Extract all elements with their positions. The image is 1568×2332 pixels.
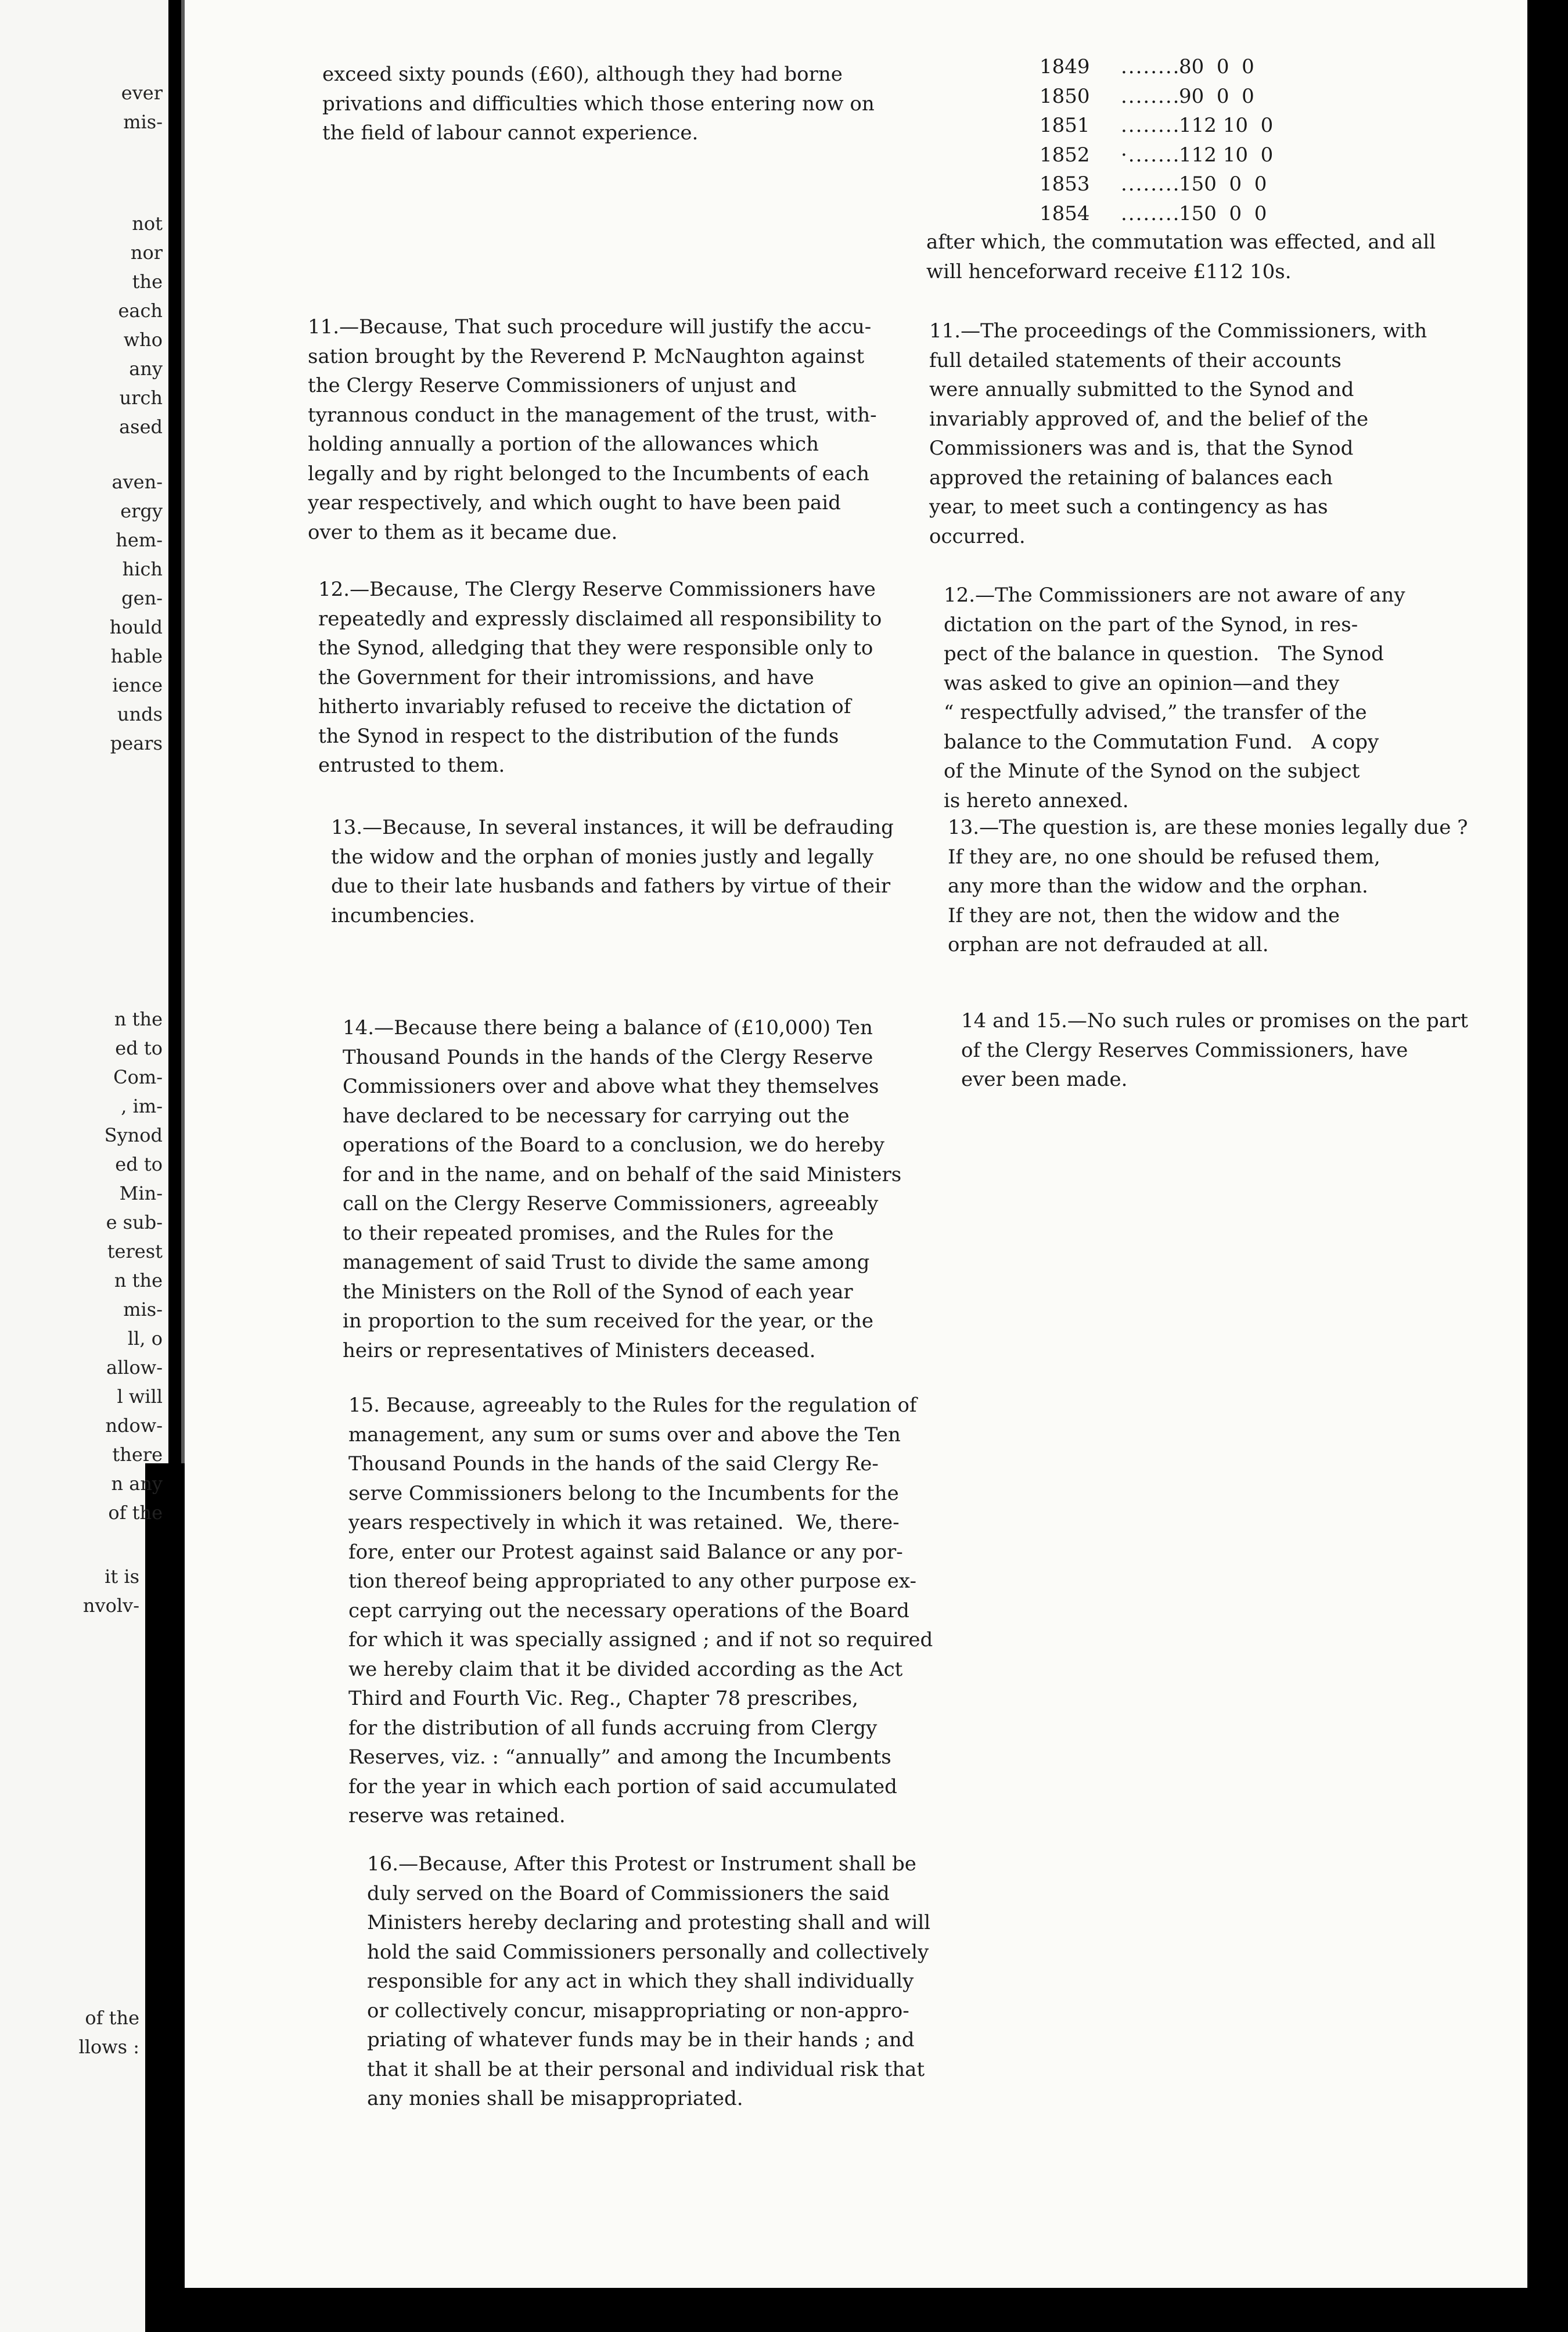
text-line: Synod bbox=[104, 1124, 163, 1146]
text-line: who bbox=[123, 329, 163, 351]
text-line: the widow and the orphan of monies justly and legally bbox=[331, 845, 874, 869]
year-year: 1850 bbox=[1040, 84, 1090, 108]
after-table-note bbox=[926, 228, 1436, 286]
left-fragments-lower2 bbox=[0, 1562, 139, 1620]
text-line: Reserves, viz. : “annually” and among the Incumbents bbox=[348, 1746, 891, 1769]
year-year: 1851 bbox=[1040, 114, 1090, 137]
text-line: 15. Because, agreeably to the Rules for the regulation of bbox=[348, 1394, 917, 1417]
text-line: If they are, no one should be refused them, bbox=[948, 845, 1380, 869]
year-amount: 80 0 0 bbox=[1179, 55, 1254, 78]
text-line: nor bbox=[130, 242, 163, 264]
text-line: pears bbox=[110, 732, 163, 754]
text-line: after which, the commutation was effected, and all bbox=[926, 231, 1436, 254]
year-year: 1854 bbox=[1040, 201, 1090, 225]
text-line: duly served on the Board of Commissioners the said bbox=[367, 1881, 890, 1905]
protest-paragraph-15 bbox=[348, 1391, 933, 1831]
text-line: 14.—Because there being a balance of (£10,000) Ten bbox=[343, 1016, 873, 1039]
year-dots: ........ bbox=[1121, 172, 1181, 196]
text-line: urch bbox=[119, 387, 163, 409]
text-line: will henceforward receive £112 10s. bbox=[926, 260, 1292, 283]
year-year: 1849 bbox=[1040, 55, 1090, 78]
protest-paragraph-16 bbox=[367, 1849, 930, 2114]
text-line: year respectively, and which ought to have been paid bbox=[308, 491, 841, 514]
text-line: Thousand Pounds in the hands of the said Clergy Re- bbox=[348, 1452, 879, 1476]
text-line: gen- bbox=[121, 587, 163, 609]
text-line: years respectively in which it was retained. We, there- bbox=[348, 1511, 900, 1534]
year-dots: ........ bbox=[1121, 201, 1181, 225]
text-line: tyrannous conduct in the management of the trust, with- bbox=[308, 403, 877, 427]
text-line: to their repeated promises, and the Rules for the bbox=[343, 1221, 834, 1245]
text-line: of the bbox=[108, 1502, 163, 1524]
text-line: tion thereof being appropriated to any other purpose ex- bbox=[348, 1570, 916, 1593]
text-line: Min- bbox=[119, 1182, 163, 1204]
text-line: hitherto invariably refused to receive the dictation of bbox=[318, 695, 851, 718]
text-line: operations of the Board to a conclusion, we do hereby bbox=[343, 1133, 884, 1157]
text-line: nvolv- bbox=[82, 1595, 139, 1617]
text-line: call on the Clergy Reserve Commissioners, agreeably bbox=[343, 1192, 879, 1215]
text-line: year, to meet such a contingency as has bbox=[929, 495, 1328, 519]
text-line: there bbox=[112, 1444, 163, 1466]
text-line: hich bbox=[122, 558, 163, 580]
text-line: Commissioners was and is, that the Synod bbox=[929, 437, 1354, 460]
text-line: in proportion to the sum received for the year, or the bbox=[343, 1309, 873, 1333]
left-fragments-lower bbox=[0, 1005, 163, 1527]
text-line: entrusted to them. bbox=[318, 754, 505, 777]
text-line: due to their late husbands and fathers by virtue of their bbox=[331, 875, 891, 898]
text-line: management of said Trust to divide the same among bbox=[343, 1251, 870, 1274]
text-line: ed to bbox=[115, 1153, 163, 1175]
text-line: mis- bbox=[123, 1298, 163, 1320]
text-line: was asked to give an opinion—and they bbox=[944, 671, 1340, 695]
text-line: the Synod, alledging that they were responsible only to bbox=[318, 636, 873, 660]
text-line: of the bbox=[85, 2007, 139, 2029]
text-line: Commissioners over and above what they themselves bbox=[343, 1075, 879, 1098]
text-line: full detailed statements of their accounts bbox=[929, 348, 1342, 372]
text-line: hable bbox=[110, 645, 163, 667]
text-line: 13.—Because, In several instances, it will be defrauding bbox=[331, 816, 894, 839]
text-line: the Clergy Reserve Commissioners of unjust and bbox=[308, 374, 797, 397]
text-line: any monies shall be misappropriated. bbox=[367, 2087, 743, 2110]
text-line: legally and by right belonged to the Incumbents of each bbox=[308, 462, 869, 485]
text-line: n the bbox=[114, 1008, 163, 1030]
text-line: is hereto annexed. bbox=[944, 789, 1129, 812]
text-line: we hereby claim that it be divided according as the Act bbox=[348, 1657, 903, 1681]
text-line: 12.—Because, The Clergy Reserve Commissioners have bbox=[318, 578, 876, 601]
text-line: approved the retaining of balances each bbox=[929, 466, 1333, 490]
year-year: 1853 bbox=[1040, 172, 1090, 196]
text-line: or collectively concur, misappropriating or non-appro- bbox=[367, 1999, 909, 2022]
text-line: Com- bbox=[113, 1066, 163, 1088]
text-line: for the distribution of all funds accruing from Clergy bbox=[348, 1716, 877, 1740]
answer-12 bbox=[944, 581, 1405, 815]
text-line: If they are not, then the widow and the bbox=[948, 904, 1340, 927]
left-fragments-bottom bbox=[0, 2003, 139, 2061]
text-line: any bbox=[129, 358, 163, 380]
year-row bbox=[1040, 111, 1307, 141]
year-dots: ........ bbox=[1121, 84, 1181, 108]
text-line: dictation on the part of the Synod, in res- bbox=[944, 613, 1358, 636]
text-line: holding annually a portion of the allowances which bbox=[308, 433, 819, 456]
year-amount: 112 10 0 bbox=[1179, 114, 1274, 137]
text-line: hem- bbox=[116, 529, 163, 551]
text-line: cept carrying out the necessary operations of the Board bbox=[348, 1599, 909, 1622]
text-line: “ respectfully advised,” the transfer of the bbox=[944, 701, 1367, 724]
text-line: ll, o bbox=[127, 1327, 163, 1349]
answer-13 bbox=[948, 813, 1468, 960]
text-line: for the year in which each portion of said accumulated bbox=[348, 1775, 897, 1798]
text-line: 12.—The Commissioners are not aware of any bbox=[944, 584, 1405, 607]
text-line: n the bbox=[114, 1269, 163, 1291]
text-line: e sub- bbox=[106, 1211, 163, 1233]
text-line: serve Commissioners belong to the Incumbents for the bbox=[348, 1481, 899, 1505]
year-dots: ........ bbox=[1121, 55, 1181, 78]
year-amount: 112 10 0 bbox=[1179, 143, 1274, 167]
year-dots: ........ bbox=[1121, 114, 1181, 137]
text-line: invariably approved of, and the belief of the bbox=[929, 407, 1369, 431]
text-line: priating of whatever funds may be in their hands ; and bbox=[367, 2028, 915, 2052]
year-row bbox=[1040, 141, 1307, 170]
text-line: repeatedly and expressly disclaimed all responsibility to bbox=[318, 607, 882, 631]
text-line: the Government for their intromissions, and have bbox=[318, 665, 814, 689]
text-line: llows : bbox=[78, 2036, 139, 2058]
text-line: allow- bbox=[106, 1356, 163, 1379]
left-fragments-middle2 bbox=[0, 467, 163, 758]
allowance-years-table bbox=[1040, 52, 1307, 228]
text-line: fore, enter our Protest against said Balance or any por- bbox=[348, 1540, 903, 1564]
text-line: any more than the widow and the orphan. bbox=[948, 875, 1368, 898]
text-line: responsible for any act in which they shall individually bbox=[367, 1970, 914, 1993]
left-fragments-top bbox=[0, 78, 163, 136]
text-line: 14 and 15.—No such rules or promises on the part bbox=[961, 1009, 1468, 1032]
protest-paragraph-14 bbox=[343, 1013, 901, 1365]
text-line: each bbox=[118, 300, 163, 322]
text-line: sation brought by the Reverend P. McNaughton against bbox=[308, 344, 865, 368]
text-line: pect of the balance in question. The Synod bbox=[944, 642, 1384, 665]
text-line: it is bbox=[105, 1566, 139, 1588]
text-line: hould bbox=[109, 616, 163, 638]
text-line: Ministers hereby declaring and protesting shall and will bbox=[367, 1911, 931, 1934]
text-line: ed to bbox=[115, 1037, 163, 1059]
text-line: unds bbox=[117, 703, 163, 725]
text-line: ergy bbox=[120, 500, 163, 522]
text-line: for and in the name, and on behalf of the said Ministers bbox=[343, 1163, 902, 1186]
protest-intro bbox=[322, 60, 875, 148]
text-line: ased bbox=[119, 416, 163, 438]
text-line: of the Minute of the Synod on the subject bbox=[944, 760, 1360, 783]
text-line: ndow- bbox=[105, 1415, 163, 1437]
text-line: balance to the Commutation Fund. A copy bbox=[944, 730, 1379, 754]
protest-paragraph-11 bbox=[308, 312, 877, 547]
text-line: ever been made. bbox=[961, 1068, 1128, 1091]
text-line: management, any sum or sums over and above the Ten bbox=[348, 1423, 901, 1446]
text-line: 11.—Because, That such procedure will justify the accu- bbox=[308, 315, 872, 339]
text-line: for which it was specially assigned ; and if not so required bbox=[348, 1628, 933, 1651]
text-line: n any bbox=[111, 1473, 163, 1495]
year-amount: 90 0 0 bbox=[1179, 84, 1254, 108]
text-line: terest bbox=[107, 1240, 163, 1262]
year-row bbox=[1040, 52, 1307, 82]
protest-paragraph-12 bbox=[318, 575, 882, 780]
text-line: privations and difficulties which those entering now on bbox=[322, 92, 875, 116]
text-line: were annually submitted to the Synod and bbox=[929, 378, 1354, 401]
text-line: of the Clergy Reserves Commissioners, have bbox=[961, 1038, 1408, 1062]
text-line: ever bbox=[121, 82, 163, 104]
text-line: mis- bbox=[123, 111, 163, 133]
text-line: , im- bbox=[121, 1095, 163, 1117]
answer-11 bbox=[929, 316, 1427, 551]
text-line: the field of labour cannot experience. bbox=[322, 121, 699, 145]
text-line: occurred. bbox=[929, 524, 1026, 548]
answer-14-15 bbox=[961, 1006, 1468, 1095]
protest-paragraph-13 bbox=[331, 813, 894, 930]
text-line: Third and Fourth Vic. Reg., Chapter 78 prescribes, bbox=[348, 1687, 858, 1710]
left-fragments-middle bbox=[0, 209, 163, 441]
text-line: 11.—The proceedings of the Commissioners, with bbox=[929, 319, 1427, 343]
text-line: ience bbox=[112, 674, 163, 696]
text-line: the Synod in respect to the distribution of the funds bbox=[318, 724, 839, 748]
text-line: the Ministers on the Roll of the Synod of each year bbox=[343, 1280, 853, 1304]
text-line: l will bbox=[117, 1385, 163, 1408]
text-line: exceed sixty pounds (£60), although they had borne bbox=[322, 63, 843, 86]
text-line: over to them as it became due. bbox=[308, 520, 618, 544]
text-line: heirs or representatives of Ministers deceased. bbox=[343, 1338, 816, 1362]
year-amount: 150 0 0 bbox=[1179, 172, 1267, 196]
text-line: that it shall be at their personal and individual risk that bbox=[367, 2057, 925, 2081]
text-line: orphan are not defrauded at all. bbox=[948, 933, 1269, 956]
text-line: 13.—The question is, are these monies legally due ? bbox=[948, 816, 1468, 839]
year-amount: 150 0 0 bbox=[1179, 201, 1267, 225]
text-line: have declared to be necessary for carrying out the bbox=[343, 1104, 850, 1128]
text-line: not bbox=[132, 213, 163, 235]
text-line: incumbencies. bbox=[331, 904, 476, 927]
text-line: aven- bbox=[112, 471, 163, 493]
year-row bbox=[1040, 170, 1307, 199]
year-year: 1852 bbox=[1040, 143, 1090, 167]
text-line: reserve was retained. bbox=[348, 1804, 566, 1827]
text-line: hold the said Commissioners personally and collectively bbox=[367, 1940, 929, 1964]
year-row bbox=[1040, 82, 1307, 111]
text-line: Thousand Pounds in the hands of the Clergy Reserve bbox=[343, 1045, 873, 1069]
text-line: the bbox=[132, 271, 163, 293]
text-line: 16.—Because, After this Protest or Instrument shall be bbox=[367, 1852, 916, 1876]
year-dots: ·....... bbox=[1121, 143, 1181, 167]
year-row bbox=[1040, 199, 1307, 229]
